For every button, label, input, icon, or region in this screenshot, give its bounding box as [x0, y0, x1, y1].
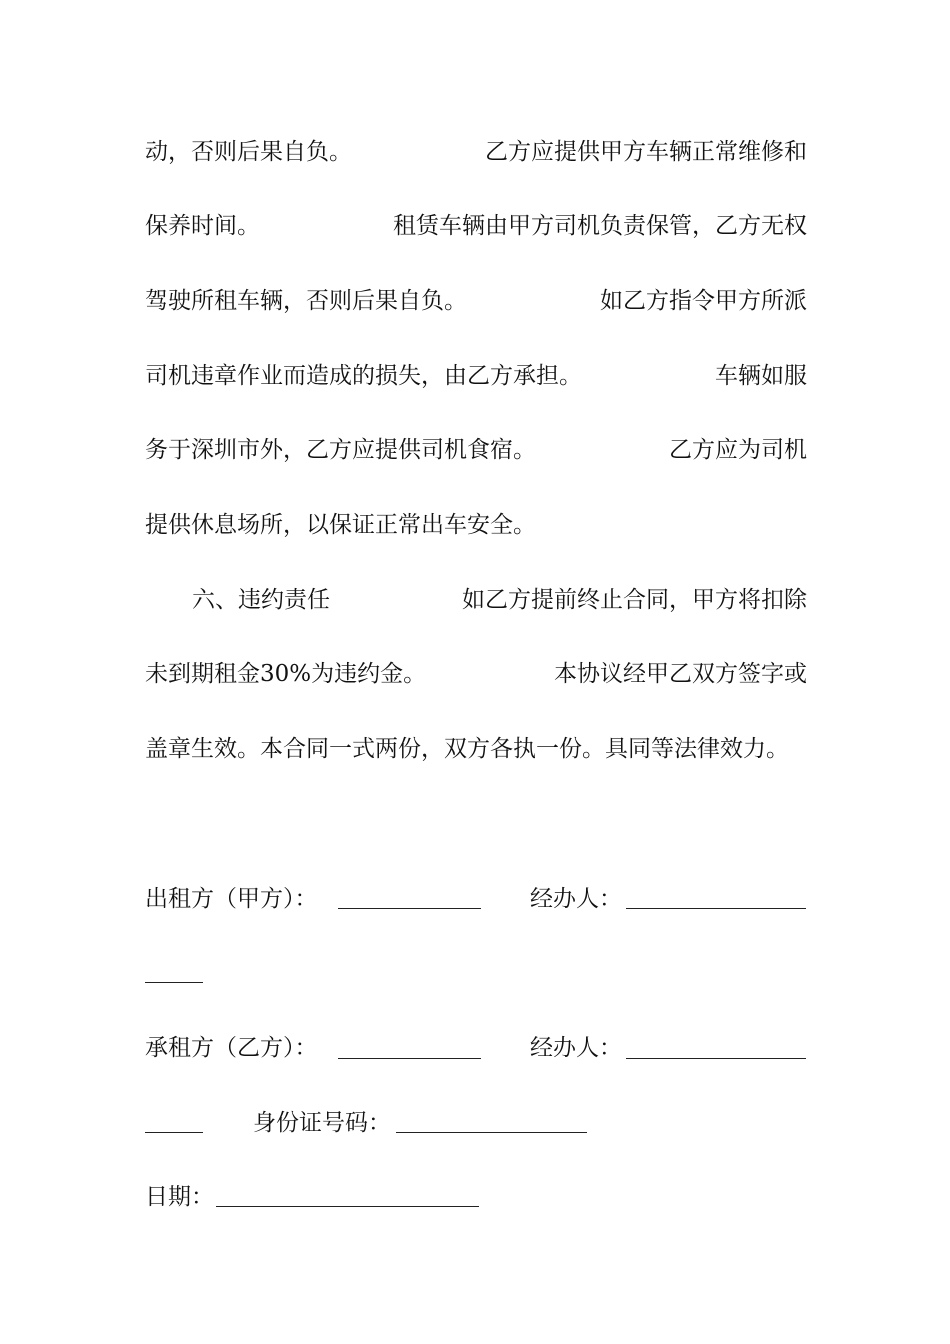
body-text: 保养时间。 — [145, 213, 260, 239]
body-text: 务于深圳市外，乙方应提供司机食宿。 — [145, 437, 536, 463]
date-row — [145, 1177, 807, 1217]
body-line-1 — [145, 132, 807, 172]
body-text: 乙方应提供甲方车辆正常维修和 — [485, 139, 807, 165]
id-number-label: 身份证号码： — [253, 1110, 391, 1136]
body-line-4 — [145, 356, 807, 396]
body-text: 本协议经甲乙双方签字或 — [554, 661, 807, 687]
body-line-3 — [145, 281, 807, 321]
body-text: 如乙方指令甲方所派 — [600, 288, 807, 314]
body-line-2 — [145, 206, 807, 246]
id-number-field[interactable] — [396, 1132, 587, 1133]
lessor-signature-field[interactable] — [338, 908, 481, 909]
section-heading: 六、违约责任 — [192, 587, 330, 613]
body-text: 如乙方提前终止合同，甲方将扣除 — [462, 587, 807, 613]
date-label: 日期： — [145, 1184, 214, 1210]
body-line-9 — [145, 729, 807, 769]
lessee-agent-label: 经办人： — [530, 1035, 622, 1061]
body-line-5 — [145, 430, 807, 470]
date-field[interactable] — [216, 1206, 479, 1207]
lessor-agent-signature-field-continued[interactable] — [145, 982, 203, 983]
body-line-8 — [145, 654, 807, 694]
body-text: 盖章生效。本合同一式两份，双方各执一份。具同等法律效力。 — [145, 736, 789, 762]
lessor-label: 出租方（甲方）： — [145, 886, 318, 912]
body-line-6 — [145, 505, 807, 545]
body-text: 司机违章作业而造成的损失，由乙方承担。 — [145, 363, 582, 389]
lessor-row — [145, 879, 807, 919]
lessor-agent-signature-field[interactable] — [626, 908, 806, 909]
lessee-signature-field[interactable] — [338, 1058, 481, 1059]
lessor-agent-label: 经办人： — [530, 886, 622, 912]
body-text: 提供休息场所，以保证正常出车安全。 — [145, 512, 536, 538]
body-text: 乙方应为司机 — [669, 437, 807, 463]
body-text: 车辆如服 — [715, 363, 807, 389]
lessee-agent-signature-field[interactable] — [626, 1058, 806, 1059]
body-text: 租赁车辆由甲方司机负责保管，乙方无权 — [393, 213, 807, 239]
id-row — [145, 1103, 807, 1143]
body-text: 动，否则后果自负。 — [145, 139, 352, 165]
body-text: 驾驶所租车辆，否则后果自负。 — [145, 288, 467, 314]
lessee-label: 承租方（乙方）： — [145, 1035, 318, 1061]
lessee-row — [145, 1028, 807, 1068]
body-text: 未到期租金30%为违约金。 — [145, 661, 427, 687]
section-heading-line — [145, 580, 807, 620]
